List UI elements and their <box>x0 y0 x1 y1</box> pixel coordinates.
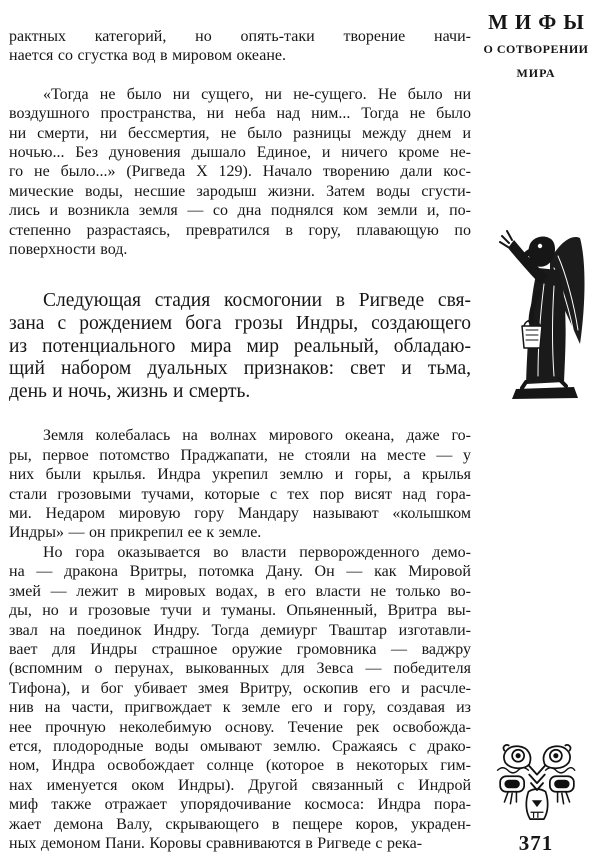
paragraph <box>9 85 471 260</box>
text-line: ном, Индра освобождает солнце (которое в некоторых гим- <box>9 757 471 775</box>
text-line: ры, первое потомство Праджапати, не стояли на месте — у <box>9 446 471 464</box>
text-line: щий набором дуальных признаков: свет и тьма, <box>9 358 471 380</box>
text-line: мические воды, несшие зародыш жизни. Затем воды сгусти- <box>9 182 471 200</box>
text-line: степенно разрастаясь, превратился в гору, плавающую по <box>9 221 471 239</box>
paragraph <box>9 290 471 403</box>
text-line: жает демона Валу, скрывающего в пещере коров, украден- <box>9 815 471 833</box>
text-line: ется, плодородные воды омывают землю. Сражаясь с драко- <box>9 737 471 755</box>
text-line: звал на поединок Индру. Тогда демиург Тваштар изготавли- <box>9 621 471 639</box>
running-head-subtitle-2: МИРА <box>516 66 556 80</box>
paragraph <box>9 27 471 66</box>
text-column <box>9 27 471 853</box>
eagle-deity-figure-illustration <box>498 226 588 408</box>
text-line: ных демоном Пани. Коровы сравниваются в Ригведе с река- <box>9 834 423 852</box>
text-line: воздушного пространства, ни неба над ним... Тогда не было <box>9 105 471 123</box>
text-line: ды, но и грозовые тучи и туманы. Опьяненный, Вритра вы- <box>9 602 471 620</box>
text-line: лись и возникла земля — со дна поднялся ком земли и, по- <box>9 202 471 220</box>
text-line: ни смерти, ни бессмертия, не было разницы между днем и <box>9 124 471 142</box>
text-line: Следующая стадия космогонии в Ригведе свя- <box>43 290 471 312</box>
text-line: (вспомним о перунах, выкованных для Зевса — победителя <box>9 660 471 678</box>
totem-double-headed-illustration <box>494 742 580 826</box>
text-line: миф также отражает упорядочивание космоса: Индра пора- <box>9 796 471 814</box>
text-line: Но гора оказывается во власти перворожденного демо- <box>43 543 471 561</box>
text-line: ночью... Без дуновения дышало Единое, и ничего кроме не- <box>9 144 471 162</box>
paragraph <box>9 426 471 542</box>
text-line: зана с рождением бога грозы Индры, создающего <box>9 313 471 335</box>
text-line: Земля колебалась на волнах мирового океана, даже го- <box>43 427 471 445</box>
running-head <box>478 10 594 81</box>
text-line: поверхности вод. <box>9 241 128 259</box>
text-line: рактных категорий, но опять-таки творение начи- <box>9 28 471 45</box>
text-line: нах именуется оком Индры). Другой связанный с Индрой <box>9 776 471 794</box>
text-line: нее прочную неколебимую основу. Течение рек освобожда- <box>9 718 471 736</box>
text-line: нается со сгустка вод в мировом океане. <box>9 47 286 65</box>
paragraph <box>9 543 471 854</box>
text-line: вает для Индры страшное оружие громовника — ваджру <box>9 640 471 658</box>
text-line: ми. Недаром мировую гору Мандару называют «колышком <box>9 505 471 523</box>
text-line: «Тогда не было ни сущего, ни не-сущего. Не было ни <box>43 85 471 103</box>
page-number: 371 <box>518 831 554 855</box>
text-line: Индры» — он прикрепил ее к земле. <box>9 524 262 542</box>
text-line: стали грозовыми тучами, которые с тех пор висят над гора- <box>9 485 471 503</box>
text-line: змей — лежит в мировых водах, в его власти не только во- <box>9 582 471 600</box>
text-line: них были крылья. Индра укрепил землю и горы, а крылья <box>9 466 471 484</box>
text-line: из потенциального мира мир реальный, обладаю- <box>9 335 471 357</box>
text-line: день и ночь, жизнь и смерть. <box>9 380 251 402</box>
text-line: го не было...» (Ригведа X 129). Начало творению дали кос- <box>9 163 471 181</box>
text-line: нив на части, пригвождает к земле его и гору, создавая из <box>9 699 471 717</box>
text-line: на — дракона Вритры, потомка Дану. Он — как Мировой <box>9 563 471 581</box>
running-head-title: МИФЫ <box>488 10 591 34</box>
margin-column <box>478 0 594 865</box>
running-head-subtitle-1: О СОТВОРЕНИИ <box>483 42 589 56</box>
text-line: Тифона), и бог убивает змея Вритру, оскопив его и расчле- <box>9 679 471 697</box>
